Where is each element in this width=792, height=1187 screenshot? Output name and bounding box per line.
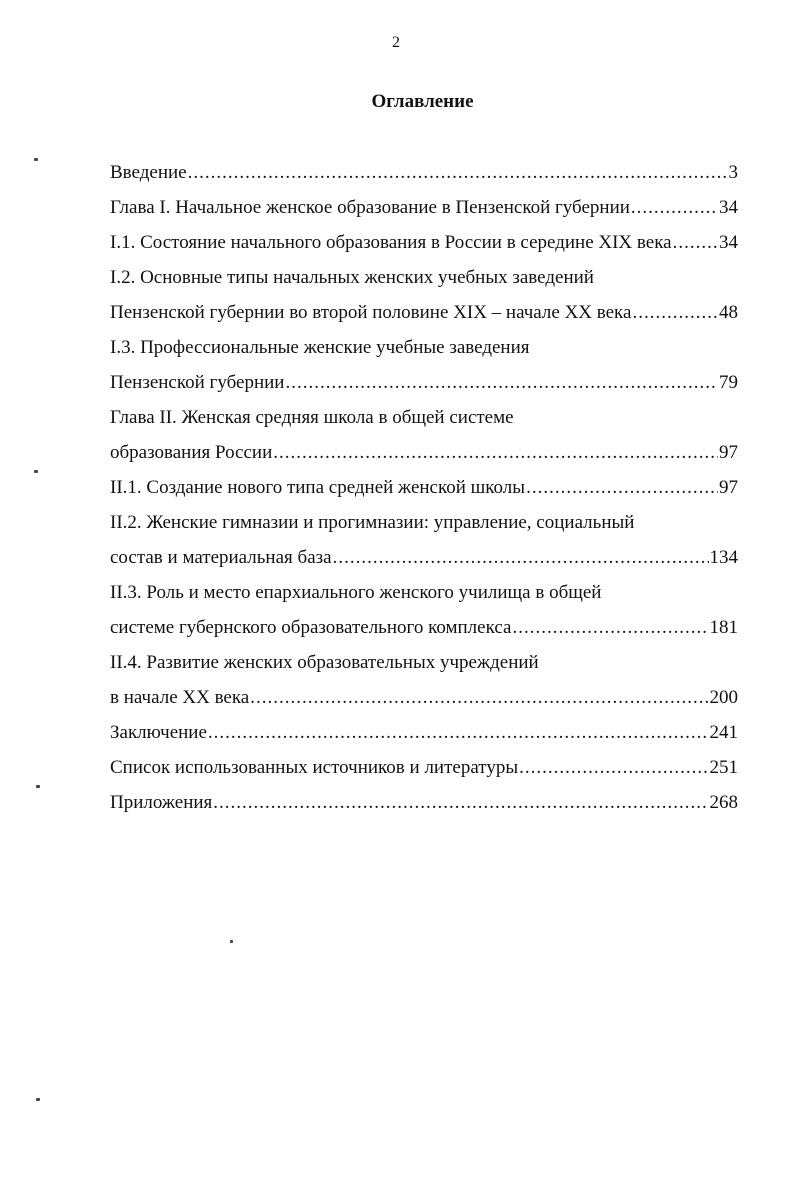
scan-speck xyxy=(230,940,233,943)
toc-entry-introduction[interactable] xyxy=(110,155,738,190)
toc-entry-label: системе губернского образовательного комплекса xyxy=(110,617,512,638)
dot-leader xyxy=(208,715,709,750)
dot-leader xyxy=(333,540,709,575)
toc-entry-section-2-1[interactable] xyxy=(110,470,738,505)
toc-entry-label-line: II.3. Роль и место епархиального женского училища в общей xyxy=(110,582,602,603)
toc-entry-label: Введение xyxy=(110,162,187,183)
toc-entry-page: 181 xyxy=(709,617,738,638)
toc-entry-section-2-4[interactable] xyxy=(110,645,738,715)
toc-entry-label: Заключение xyxy=(110,722,207,743)
toc-entry-page: 79 xyxy=(719,372,738,393)
table-of-contents xyxy=(110,155,738,820)
toc-entry-label: в начале XX века xyxy=(110,687,250,708)
dot-leader xyxy=(512,610,708,645)
toc-entry-section-1-2[interactable] xyxy=(110,260,738,330)
toc-entry-label: образования России xyxy=(110,442,273,463)
toc-entry-bibliography[interactable] xyxy=(110,750,738,785)
toc-entry-section-1-3[interactable] xyxy=(110,330,738,400)
dot-leader xyxy=(526,470,718,505)
toc-entry-label-line: Глава II. Женская средняя школа в общей системе xyxy=(110,407,514,428)
toc-entry-label: Пензенской губернии xyxy=(110,372,285,393)
toc-entry-page: 3 xyxy=(728,162,738,183)
toc-entry-page: 200 xyxy=(709,687,738,708)
toc-entry-label: Приложения xyxy=(110,792,213,813)
toc-entry-page: 48 xyxy=(719,302,738,323)
dot-leader xyxy=(285,365,718,400)
page-number: 2 xyxy=(392,34,400,51)
dot-leader xyxy=(188,155,728,190)
toc-entry-section-2-3[interactable] xyxy=(110,575,738,645)
toc-entry-page: 268 xyxy=(709,792,738,813)
toc-entry-page: 34 xyxy=(719,197,738,218)
toc-entry-appendices[interactable] xyxy=(110,785,738,820)
toc-entry-page: 97 xyxy=(719,442,738,463)
toc-entry-page: 97 xyxy=(719,477,738,498)
toc-entry-label-line: II.2. Женские гимназии и прогимназии: управление, социальный xyxy=(110,512,635,533)
toc-entry-label-line: II.4. Развитие женских образовательных учреждений xyxy=(110,652,539,673)
dot-leader xyxy=(273,435,718,470)
toc-entry-label: Глава I. Начальное женское образование в Пензенской губернии xyxy=(110,197,630,218)
toc-entry-label: состав и материальная база xyxy=(110,547,332,568)
toc-entry-page: 134 xyxy=(709,547,738,568)
scan-speck xyxy=(36,785,40,788)
scan-speck xyxy=(36,1098,40,1101)
dot-leader xyxy=(631,190,718,225)
toc-entry-section-1-1[interactable] xyxy=(110,225,738,260)
toc-entry-page: 34 xyxy=(719,232,738,253)
toc-entry-chapter-1[interactable] xyxy=(110,190,738,225)
dot-leader xyxy=(250,680,708,715)
toc-entry-label: Пензенской губернии во второй половине XIX – начале XX века xyxy=(110,302,632,323)
toc-entry-chapter-2[interactable] xyxy=(110,400,738,470)
toc-entry-label: II.1. Создание нового типа средней женской школы xyxy=(110,477,526,498)
table-of-contents-title: Оглавление xyxy=(371,91,474,112)
toc-entry-page: 251 xyxy=(709,757,738,778)
toc-entry-label: Список использованных источников и литературы xyxy=(110,757,519,778)
dot-leader xyxy=(632,295,718,330)
toc-entry-label-line: I.3. Профессиональные женские учебные заведения xyxy=(110,337,530,358)
toc-entry-label: I.1. Состояние начального образования в России в середине XIX века xyxy=(110,232,672,253)
dot-leader xyxy=(673,225,718,260)
toc-entry-section-2-2[interactable] xyxy=(110,505,738,575)
scan-speck xyxy=(34,158,38,161)
dot-leader xyxy=(519,750,708,785)
dot-leader xyxy=(213,785,708,820)
toc-entry-page: 241 xyxy=(709,722,738,743)
toc-entry-label-line: I.2. Основные типы начальных женских учебных заведений xyxy=(110,267,594,288)
scan-speck xyxy=(34,470,38,473)
toc-entry-conclusion[interactable] xyxy=(110,715,738,750)
